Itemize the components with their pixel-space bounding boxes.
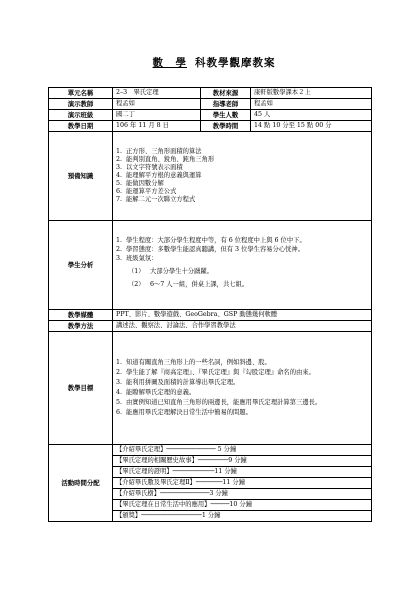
media-value: PPT、影片、數學遊戲、GeoGebra、GSP 動態幾何軟體 bbox=[113, 310, 372, 321]
prior-item: 6. 能運算平方差公式 bbox=[116, 187, 177, 195]
activity-row: 【介紹畢氏數及畢氏定理Ⅱ】───────11 分鐘 bbox=[113, 478, 372, 489]
class-label: 演示班級 bbox=[49, 110, 113, 121]
media-label: 教學媒體 bbox=[49, 310, 113, 321]
goal-item: 1. 知道有關直角三角形上的一些名詞，例如斜邊、股。 bbox=[116, 359, 271, 367]
row-media bbox=[49, 310, 372, 321]
class-value: 國二丁 bbox=[113, 110, 201, 121]
title-suffix: 科教學觀摩教案 bbox=[195, 57, 276, 69]
analysis-subitem: （1） 大部分學生十分踴躍。 bbox=[128, 267, 213, 275]
activity-row: 【介紹畢氏定理】───────────── 5 分鐘 bbox=[113, 445, 372, 456]
document-title bbox=[0, 55, 420, 70]
activities-label: 活動時間分配 bbox=[49, 445, 113, 522]
teacher-value: 程孟如 bbox=[113, 99, 201, 110]
textbook-label: 教材來源 bbox=[201, 88, 251, 99]
teacher-label: 演示教師 bbox=[49, 99, 113, 110]
goals-label: 教學目標 bbox=[49, 332, 113, 445]
goal-item: 3. 能利用拼圖及面積的計算導出畢氏定理。 bbox=[116, 379, 240, 387]
textbook-value: 康軒版數學課本２上 bbox=[251, 88, 372, 99]
prior-list bbox=[113, 132, 372, 221]
mentor-value: 程孟如 bbox=[251, 99, 372, 110]
prior-item: 4. 能理解平方根的意義與運算 bbox=[116, 172, 202, 180]
students-label: 學生人數 bbox=[201, 110, 251, 121]
row-teacher bbox=[49, 99, 372, 110]
row-prior-knowledge bbox=[49, 132, 372, 221]
lesson-plan-table bbox=[48, 87, 372, 522]
time-label: 教學時間 bbox=[201, 121, 251, 132]
goal-item: 5. 由實例知道已知直角三角形的兩邊長，能應用畢氏定理計算第三邊長。 bbox=[116, 398, 322, 406]
mentor-label: 指導老師 bbox=[201, 99, 251, 110]
method-value: 講述法、觀察法、討論法、合作學習教學法 bbox=[113, 321, 372, 332]
goals-list bbox=[113, 332, 372, 445]
date-value: 106 年 11 月 8 日 bbox=[113, 121, 201, 132]
activity-row: 【介紹畢氏樹】─────────────3 分鐘 bbox=[113, 489, 372, 500]
row-class bbox=[49, 110, 372, 121]
goal-item: 6. 能應用畢氏定理解決日常生活中簡易的問題。 bbox=[116, 408, 252, 416]
goal-item: 2. 學生能了解『商高定理』、『畢氏定理』與『勾股定理』命名的由來。 bbox=[116, 369, 315, 377]
unit-label: 單元名稱 bbox=[49, 88, 113, 99]
time-value: 14 點 10 分至 15 點 00 分 bbox=[251, 121, 372, 132]
analysis-item: 3. 班級氣氛： bbox=[116, 255, 158, 263]
students-value: 45 人 bbox=[251, 110, 372, 121]
row-activity bbox=[49, 445, 372, 456]
row-student-analysis bbox=[49, 221, 372, 310]
prior-label: 預備知識 bbox=[49, 132, 113, 221]
unit-value: 2–3 畢氏定理 bbox=[113, 88, 201, 99]
analysis-subitem: （2） 6～7 人一組，併桌上課，共七組。 bbox=[128, 280, 249, 288]
row-method bbox=[49, 321, 372, 332]
analysis-label: 學生分析 bbox=[49, 221, 113, 310]
prior-item: 5. 能做因數分解 bbox=[116, 179, 164, 187]
activity-row: 【畢氏定理的證明】───────────11 分鐘 bbox=[113, 467, 372, 478]
activity-row: 【頒獎】────────────────1 分鐘 bbox=[113, 511, 372, 522]
title-subject: 數 學 bbox=[152, 57, 187, 69]
activity-row: 【畢氏定理在日常生活中的應用】─────10 分鐘 bbox=[113, 500, 372, 511]
date-label: 教學日期 bbox=[49, 121, 113, 132]
row-teaching-goals bbox=[49, 332, 372, 445]
row-unit bbox=[49, 88, 372, 99]
row-date bbox=[49, 121, 372, 132]
prior-item: 7. 能解二元一次聯立方程式 bbox=[116, 195, 196, 203]
goal-item: 4. 能瞭解畢氏定理的意義。 bbox=[116, 389, 196, 396]
analysis-list bbox=[113, 221, 372, 310]
analysis-item: 1. 學生程度：大部分學生程度中等，有 6 位程度中上與 6 位中下。 bbox=[116, 237, 306, 245]
prior-item: 3. 以文字符號表示面積 bbox=[116, 164, 183, 172]
method-label: 教學方法 bbox=[49, 321, 113, 332]
prior-item: 2. 能判別直角、銳角、鈍角三角形 bbox=[116, 156, 215, 164]
prior-item: 1. 正方形、三角形面積的算法 bbox=[116, 148, 202, 156]
activity-row: 【畢氏定理的相關歷史故事】────────9 分鐘 bbox=[113, 456, 372, 467]
analysis-item: 2. 學習態度：多數學生能認真聽講，但有 3 位學生容易分心恍神。 bbox=[116, 246, 305, 254]
